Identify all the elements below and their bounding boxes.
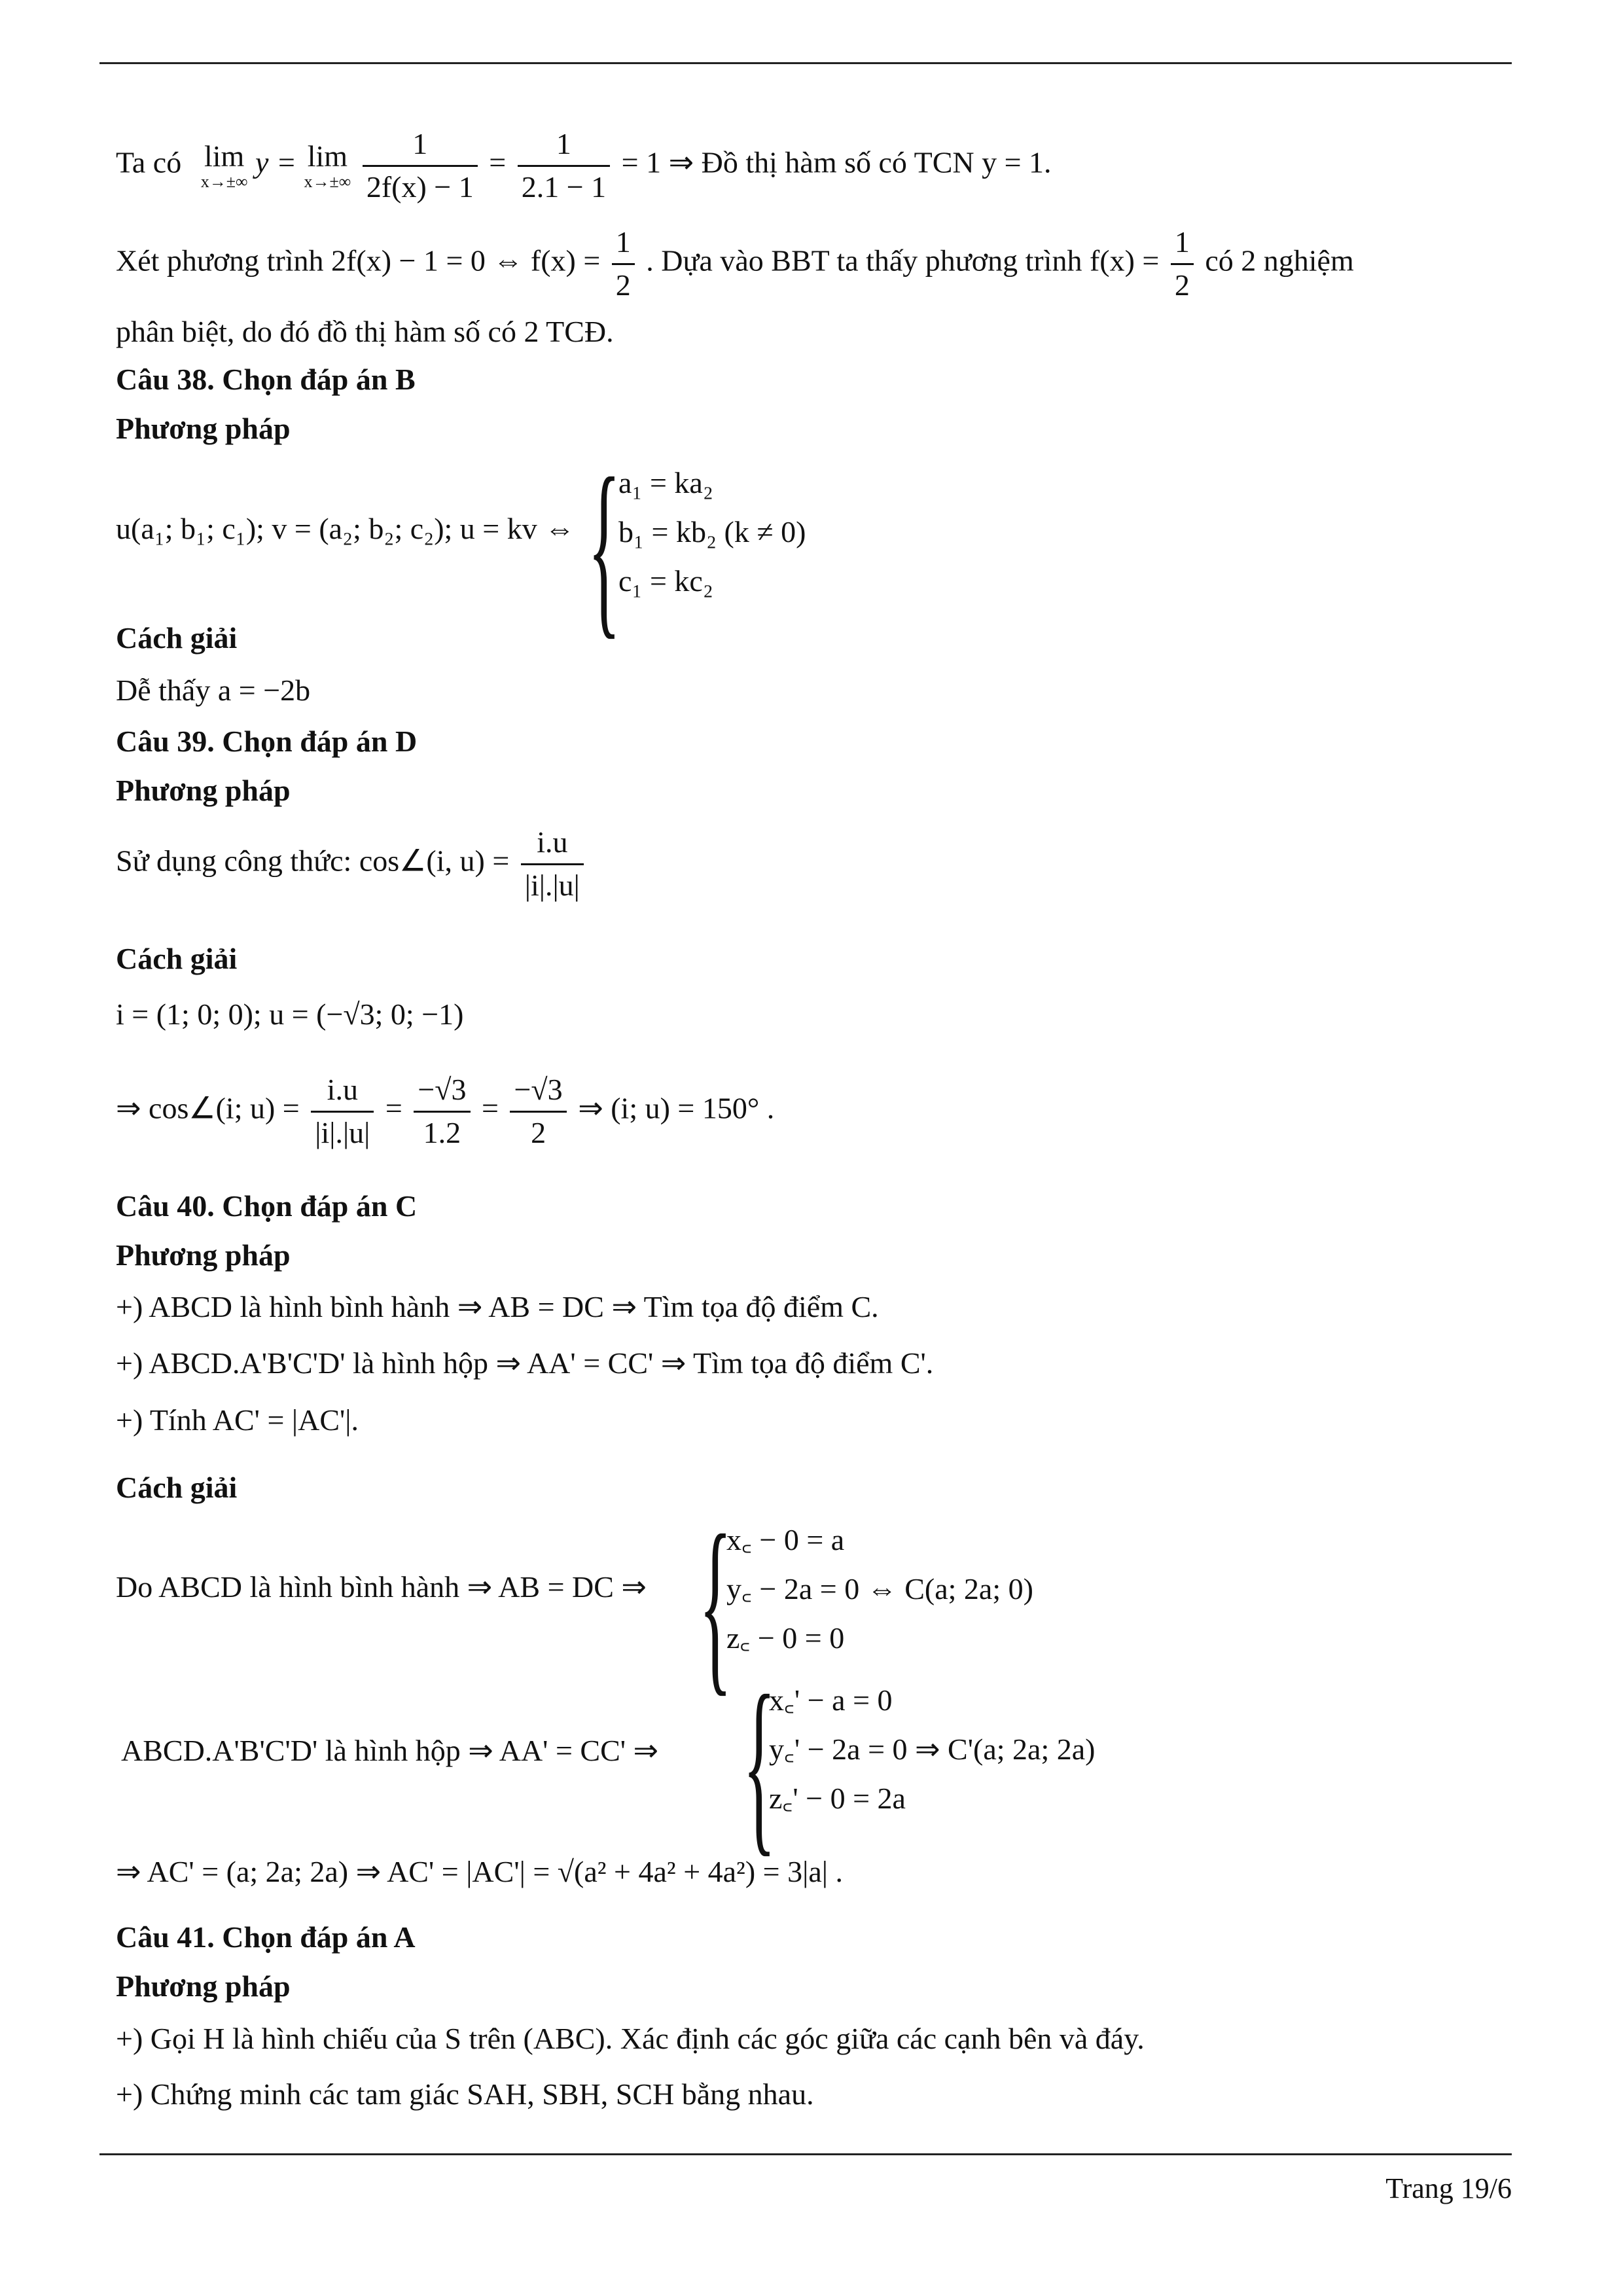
fraction: $\frac{-√3}{2}$	[510, 1073, 566, 1149]
lim-sub: x→±∞	[304, 172, 351, 192]
fraction: $\frac{1}{2f(x) - 1}$	[363, 128, 478, 204]
text: = 1 ⇒ Đồ thị hàm số có TCN y = 1.	[621, 145, 1052, 179]
system: x꜀ − 0 = a y꜀ − 2a = 0 ⇔ C(a; 2a; 0) z꜀ − 0 = 0	[726, 1523, 1033, 1655]
text: =	[489, 145, 507, 179]
method-item: +) Gọi H là hình chiếu của S trên (ABC). Xác định các góc giữa các cạnh bên và đáy.	[116, 2022, 1145, 2055]
fraction: $\frac{-√3}{1.2}$	[414, 1073, 470, 1149]
solution-heading: Cách giải	[116, 942, 238, 975]
method-heading: Phương pháp	[116, 412, 291, 445]
footer-rule	[99, 2153, 1512, 2155]
brace: {	[743, 1655, 776, 1873]
system: a₁ = ka₂ b₁ = kb₂ (k ≠ 0) c₁ = kc₂	[618, 466, 806, 598]
text: Xét phương trình 2f(x) − 1 = 0 ⇔ f(x) =	[116, 243, 601, 278]
method-item: +) Chứng minh các tam giác SAH, SBH, SCH bằng nhau.	[116, 2077, 814, 2111]
formula-line: ⇒ AC' = (a; 2a; 2a) ⇒ AC' = |AC'| = √(a² + 4a² + 4a²) = 3|a| .	[116, 1855, 843, 1888]
brace: {	[699, 1495, 732, 1712]
system-left: Do ABCD là hình bình hành ⇒ AB = DC ⇒	[116, 1570, 647, 1604]
lim-label: lim	[204, 139, 245, 173]
fraction: $\frac{1}{2}$	[612, 226, 635, 302]
question-heading: Câu 40. Chọn đáp án C	[116, 1189, 418, 1223]
lim-label: lim	[307, 139, 348, 173]
fraction: $\frac{i.u}{|i|.|u|}$	[521, 826, 584, 902]
method-item: +) Tính AC' = |AC'|.	[116, 1403, 359, 1437]
equation-line	[116, 226, 1354, 302]
method-item: +) ABCD.A'B'C'D' là hình hộp ⇒ AA' = CC' ⇒ Tìm tọa độ điểm C'.	[116, 1346, 934, 1380]
text: =	[385, 1091, 402, 1125]
formula-line	[116, 1073, 774, 1149]
fraction: $\frac{1}{2.1 - 1}$	[518, 128, 610, 204]
method-heading: Phương pháp	[116, 774, 291, 807]
method-item: +) ABCD là hình bình hành ⇒ AB = DC ⇒ Tìm tọa độ điểm C.	[116, 1290, 879, 1323]
header-rule	[99, 62, 1512, 64]
method-heading: Phương pháp	[116, 1969, 291, 2003]
text: Ta có	[116, 145, 182, 179]
solution-heading: Cách giải	[116, 621, 238, 655]
fraction: $\frac{i.u}{|i|.|u|}$	[311, 1073, 374, 1149]
lim-sub: x→±∞	[200, 172, 248, 192]
fraction: $\frac{1}{2}$	[1171, 226, 1194, 302]
text-line: i = (1; 0; 0); u = (−√3; 0; −1)	[116, 997, 464, 1031]
text: y =	[255, 145, 297, 179]
formula-line	[116, 826, 588, 902]
system-left: ABCD.A'B'C'D' là hình hộp ⇒ AA' = CC' ⇒	[121, 1734, 659, 1767]
text: ⇒ cos∠(i; u) =	[116, 1091, 300, 1125]
brace: {	[588, 438, 621, 655]
text: ⇒ (i; u) = 150° .	[578, 1091, 775, 1125]
question-heading: Câu 38. Chọn đáp án B	[116, 363, 416, 396]
question-heading: Câu 39. Chọn đáp án D	[116, 725, 418, 758]
vector-formula: u(a₁; b₁; c₁); v = (a₂; b₂; c₂); u = kv ⇔	[116, 512, 575, 545]
question-heading: Câu 41. Chọn đáp án A	[116, 1920, 416, 1954]
text: Sử dụng công thức: cos∠(i, u) =	[116, 844, 510, 878]
method-heading: Phương pháp	[116, 1238, 291, 1272]
page-number: Trang 19/6	[1385, 2172, 1512, 2204]
text-line: Dễ thấy a = −2b	[116, 673, 311, 707]
text: =	[482, 1091, 499, 1125]
solution-heading: Cách giải	[116, 1471, 238, 1504]
system: x꜀' − a = 0 y꜀' − 2a = 0 ⇒ C'(a; 2a; 2a) z꜀' − 0 = 2a	[769, 1683, 1096, 1815]
text-line: phân biệt, do đó đồ thị hàm số có 2 TCĐ.	[116, 315, 614, 348]
text: có 2 nghiệm	[1205, 243, 1354, 278]
text: . Dựa vào BBT ta thấy phương trình f(x) =	[646, 243, 1160, 278]
limit-line	[116, 128, 1052, 204]
